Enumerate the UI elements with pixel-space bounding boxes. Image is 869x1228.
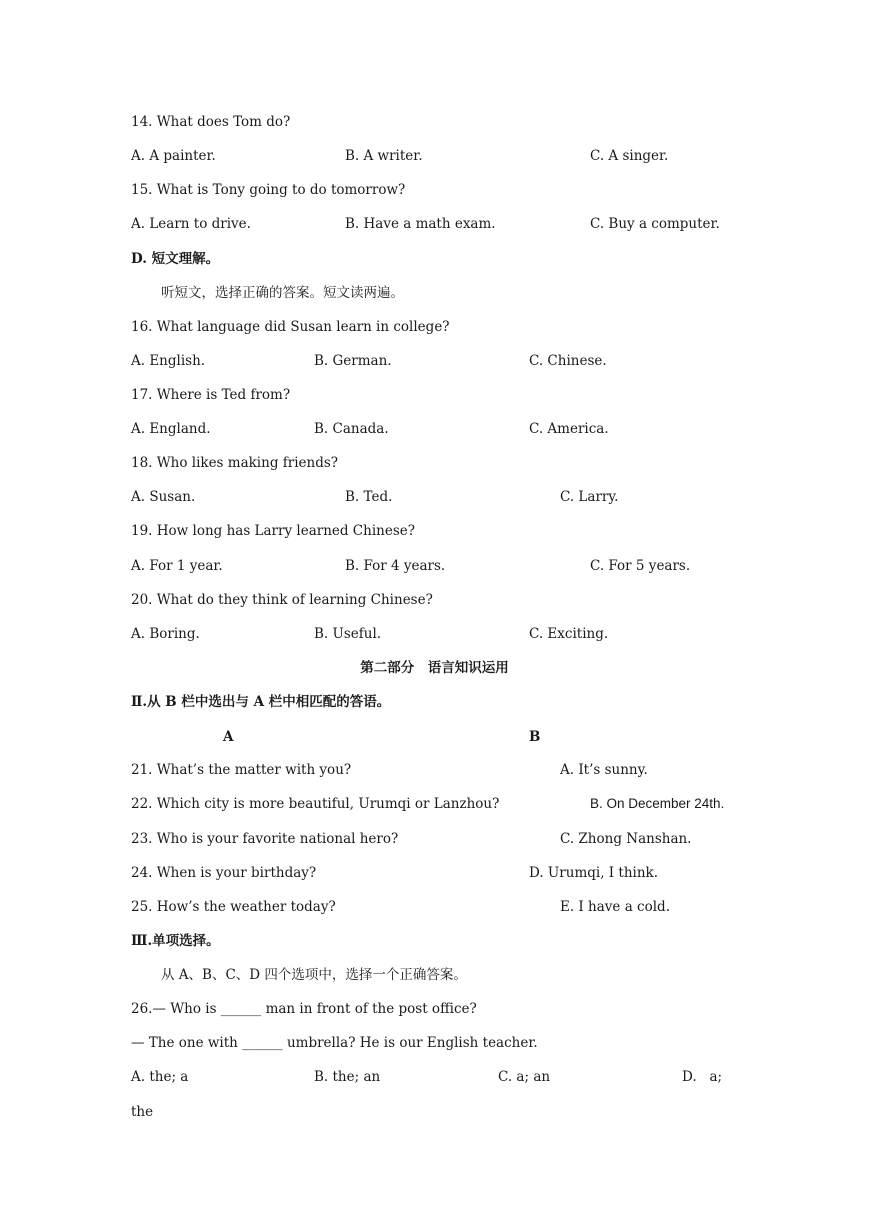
part-2-title: 第二部分 语言知识运用 xyxy=(360,660,509,676)
q14-option-b: B. A writer. xyxy=(345,148,423,164)
match-question-21: 21. What’s the matter with you? xyxy=(131,762,352,778)
match-answer-d: D. Urumqi, I think. xyxy=(529,865,659,881)
q14-option-a: A. A painter. xyxy=(131,148,216,164)
q19-option-a: A. For 1 year. xyxy=(131,558,223,574)
q17-option-c: C. America. xyxy=(529,421,609,437)
question-20-stem: 20. What do they think of learning Chinese? xyxy=(131,592,433,608)
question-16-stem: 16. What language did Susan learn in college? xyxy=(131,319,450,335)
q15-option-a: A. Learn to drive. xyxy=(131,216,251,232)
q16-option-a: A. English. xyxy=(131,353,206,369)
section-d-instruction: 听短文，选择正确的答案。短文读两遍。 xyxy=(161,285,404,301)
section-ii-heading: Ⅱ.从 B 栏中选出与 A 栏中相匹配的答语。 xyxy=(131,694,391,710)
question-15-stem: 15. What is Tony going to do tomorrow? xyxy=(131,182,406,198)
q26-option-a: A. the; a xyxy=(131,1069,189,1085)
q19-option-b: B. For 4 years. xyxy=(345,558,446,574)
column-b-header: B xyxy=(529,729,541,745)
q17-option-b: B. Canada. xyxy=(314,421,389,437)
match-question-22: 22. Which city is more beautiful, Urumqi or Lanzhou? xyxy=(131,796,500,812)
q18-option-b: B. Ted. xyxy=(345,489,393,505)
q20-option-b: B. Useful. xyxy=(314,626,382,642)
q20-option-c: C. Exciting. xyxy=(529,626,609,642)
question-26-line-2: — The one with ______ umbrella? He is our English teacher. xyxy=(131,1035,538,1051)
q17-option-a: A. England. xyxy=(131,421,211,437)
question-14-stem: 14. What does Tom do? xyxy=(131,114,291,130)
q26-option-d: D. a; xyxy=(682,1069,723,1085)
q18-option-c: C. Larry. xyxy=(560,489,619,505)
question-19-stem: 19. How long has Larry learned Chinese? xyxy=(131,523,415,539)
q16-option-c: C. Chinese. xyxy=(529,353,607,369)
section-iii-instruction: 从 A、B、C、D 四个选项中，选择一个正确答案。 xyxy=(161,967,467,983)
question-26-line-1: 26.— Who is ______ man in front of the post office? xyxy=(131,1001,477,1017)
match-question-25: 25. How’s the weather today? xyxy=(131,899,336,915)
q15-option-b: B. Have a math exam. xyxy=(345,216,496,232)
q26-option-d-continuation: the xyxy=(131,1104,154,1120)
q26-option-b: B. the; an xyxy=(314,1069,381,1085)
section-d-heading: D. 短文理解。 xyxy=(131,251,220,267)
question-17-stem: 17. Where is Ted from? xyxy=(131,387,291,403)
q20-option-a: A. Boring. xyxy=(131,626,200,642)
match-answer-e: E. I have a cold. xyxy=(560,899,670,915)
q16-option-b: B. German. xyxy=(314,353,392,369)
q18-option-a: A. Susan. xyxy=(131,489,196,505)
q26-option-c: C. a; an xyxy=(498,1069,551,1085)
q19-option-c: C. For 5 years. xyxy=(590,558,691,574)
column-a-header: A xyxy=(223,729,234,745)
q15-option-c: C. Buy a computer. xyxy=(590,216,720,232)
match-answer-a: A. It’s sunny. xyxy=(560,762,648,778)
section-iii-heading: Ⅲ.单项选择。 xyxy=(131,933,220,949)
question-18-stem: 18. Who likes making friends? xyxy=(131,455,339,471)
match-question-24: 24. When is your birthday? xyxy=(131,865,317,881)
match-answer-b: B. On December 24th. xyxy=(590,796,725,811)
match-question-23: 23. Who is your favorite national hero? xyxy=(131,831,399,847)
q14-option-c: C. A singer. xyxy=(590,148,669,164)
match-answer-c: C. Zhong Nanshan. xyxy=(560,831,692,847)
